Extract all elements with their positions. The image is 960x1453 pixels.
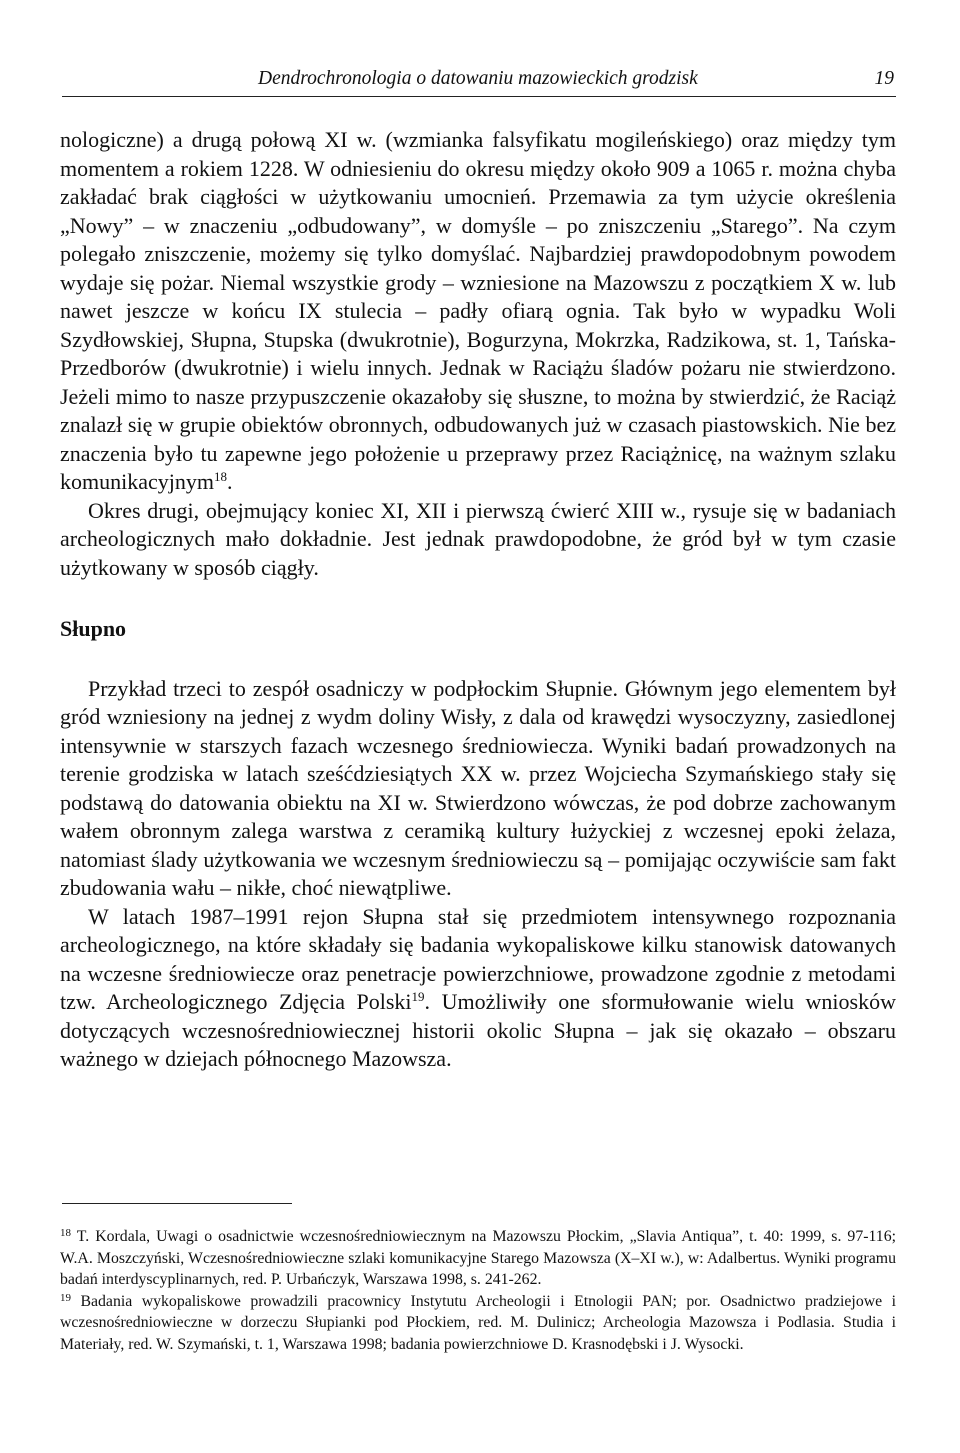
paragraph-2: Okres drugi, obejmujący koniec XI, XII i pierwszą ćwierć XIII w., rysuje się w badaniach archeologicznych mało dokładnie. Jest jednak prawdopodobne, że gród był w tym czasie użytkowany w sposób ciągły.	[60, 497, 896, 580]
main-text	[60, 126, 896, 1074]
paragraph-4-text-b: . Umożliwiły one sformułowanie wielu wniosków dotyczących wczesnośredniowiecznej historii okolic Słupna – jak się okazało – obszaru ważnego w dziejach północnego Mazowsza.	[60, 989, 896, 1071]
footnotes	[60, 1226, 896, 1356]
footnote-18	[60, 1226, 896, 1291]
footnote-19	[60, 1291, 896, 1356]
section-heading: Słupno	[60, 616, 127, 641]
footnote-18-number: 18	[60, 1227, 71, 1239]
footnote-19-text: Badania wykopaliskowe prowadzili pracownicy Instytutu Archeologii i Etnologii PAN; por. Osadnictwo pradziejowe i wczesnośredniowieczne w dorzeczu Słupianki pod Płockiem, red. M. Dulinicz; Archeologia Mazowsza i Podlasia. Studia i Materiały, red. W. Szymański, t. 1, Warszawa 1998; badania powierzchniowe D. Krasnodębski i J. Wysocki.	[60, 1292, 897, 1353]
running-header	[62, 66, 896, 97]
footnote-18-text: T. Kordala, Uwagi o osadnictwie wczesnośredniowiecznym na Mazowszu Płockim, „Slavia Antiqua”, t. 40: 1999, s. 97-116; W.A. Moszczyński, Wczesnośredniowieczne szlaki komunikacyjne Starego Mazowsza (X–XI w.), w: Adalbertus. Wyniki programu badań interdyscyplinarnych, red. P. Urbańczyk, Warszawa 1998, s. 241-262.	[60, 1228, 896, 1289]
paragraph-1	[60, 126, 896, 497]
page-number: 19	[874, 68, 894, 89]
paragraph-1-text: nologiczne) a drugą połową XI w. (wzmianka falsyfikatu mogileńskiego) oraz między tym momentem a rokiem 1228. W odniesieniu do okresu między około 909 a 1065 r. można chyba zakładać brak ciągłości w użytkowaniu umocnień. Przemawia za tym użycie określenia „Nowy” – w znaczeniu „odbudowany”, w domyśle – po zniszczeniu „Starego”. Na czym polegało zniszczenie, możemy się tylko domyślać. Najbardziej prawdopodobnym powodem wydaje się pożar. Niemal wszystkie grody – wzniesione na Mazowszu z początkiem X w. lub nawet jeszcze w końcu IX stulecia – padły ofiarą ognia. Tak było w wypadku Woli Szydłowskiej, Słupna, Stupska (dwukrotnie), Bogurzyna, Mokrzka, Radzikowa, st. 1, Tańska-Przedborów (dwukrotnie) i wielu innych. Jednak w Raciążu śladów pożaru nie stwierdzono. Jeżeli mimo to nasze przypuszczenie okazałoby się słuszne, to można by stwierdzić, że Raciąż znalazł się w grupie obiektów obronnych, odbudowanych już w czasach piastowskich. Nie bez znaczenia było tu zapewne jego położenie u przeprawy przez Raciążnicę, na ważnym szlaku komunikacyjnym	[60, 127, 896, 494]
footnote-19-number: 19	[60, 1291, 71, 1304]
paragraph-4-text-a: W latach 1987–1991 rejon Słupna stał się przedmiotem intensywnego rozpoznania archeologicznego, na które składały się badania wykopaliskowe kilku stanowisk datowanych na wczesne średniowiecze oraz penetracje powierzchniowe, prowadzone zgodnie z metodami tzw. Archeologicznego Zdjęcia Polski	[60, 903, 896, 1014]
footnote-ref-18: 18	[213, 469, 227, 484]
paragraph-1-end: .	[226, 469, 233, 494]
footnote-separator	[62, 1203, 292, 1204]
footnote-ref-19: 19	[411, 989, 425, 1004]
paragraph-4	[60, 903, 896, 1074]
paragraph-3: Przykład trzeci to zespół osadniczy w podpłockim Słupnie. Głównym jego elementem był gród wzniesiony na jednej z wydm doliny Wisły, z dala od krawędzi wysoczyzny, zasiedlonej intensywnie w starszych fazach wczesnego średniowiecza. Wyniki badań prowadzonych na terenie grodziska w latach sześćdziesiątych XX w. przez Wojciecha Szymańskiego stały się podstawą do datowania obiektu na XI w. Stwierdzono wówczas, że pod dobrze zachowanym wałem obronnym zalega warstwa z ceramiką kultury łużyckiej z wczesnej epoki żelaza, natomiast ślady użytkowania we wczesnym średniowieczu są – pomijając oczywiście sam fakt zbudowania wału – nikłe, choć niewątpliwe.	[60, 675, 896, 900]
running-title: Dendrochronologia o datowaniu mazowieckich grodzisk	[258, 68, 698, 89]
